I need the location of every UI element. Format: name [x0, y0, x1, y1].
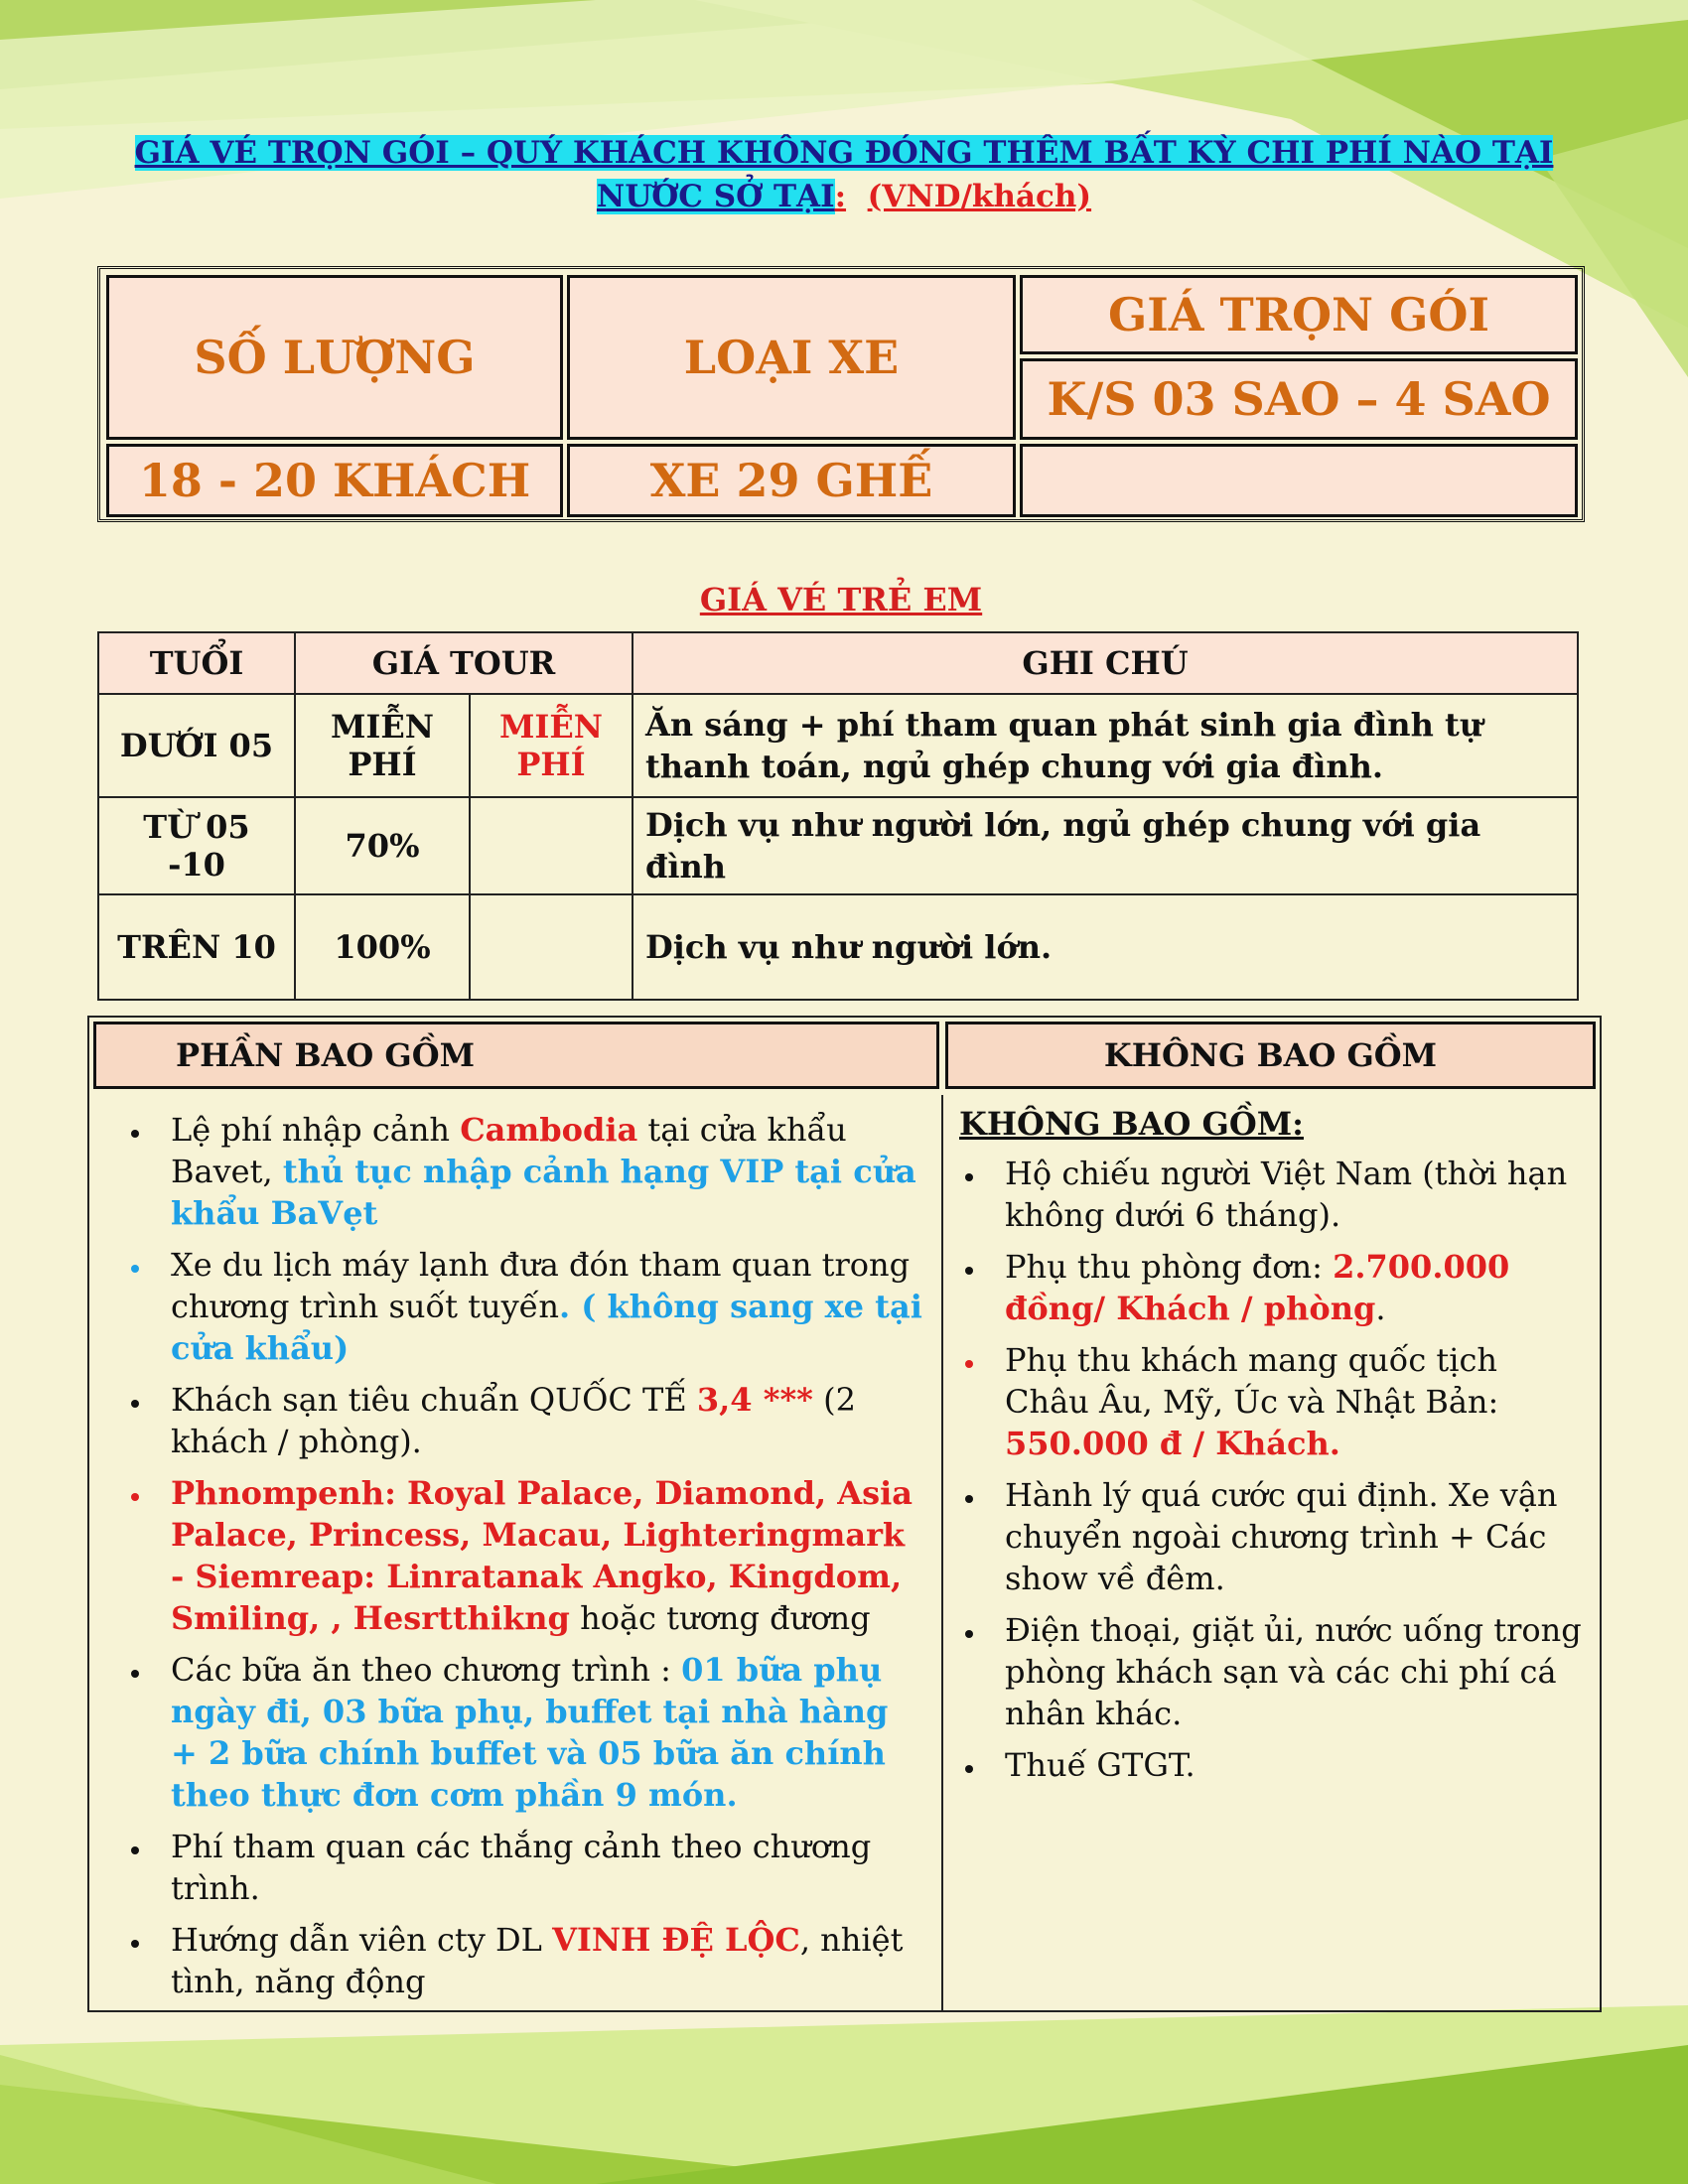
header-vehicle: LOẠI XE	[567, 275, 1016, 440]
header-note: GHI CHÚ	[633, 632, 1578, 694]
child-fare-header-row	[98, 632, 1578, 694]
price-cell-2	[470, 797, 633, 894]
list-item: • Phí tham quan các thắng cảnh theo chương trình.	[153, 1826, 925, 1909]
list-item: • Xe du lịch máy lạnh đưa đón tham quan trong chương trình suốt tuyến. ( không sang xe tại cửa khẩu)	[153, 1244, 925, 1369]
price-cell: 100%	[295, 894, 470, 1000]
list-item: • Lệ phí nhập cảnh Cambodia tại cửa khẩu Bavet, thủ tục nhập cảnh hạng VIP tại cửa khẩu BaVẹt	[153, 1109, 925, 1234]
age-cell: DƯỚI 05	[98, 694, 295, 797]
page-title	[109, 131, 1579, 218]
header-age: TUỔI	[98, 632, 295, 694]
row-price	[1020, 444, 1578, 517]
table-row	[98, 894, 1578, 1000]
inclusions-table	[87, 1016, 1602, 2012]
age-cell: TRÊN 10	[98, 894, 295, 1000]
price-cell: MIỄN PHÍ	[295, 694, 470, 797]
price-cell-2: MIỄN PHÍ	[470, 694, 633, 797]
header-hotel-class: K/S 03 SAO – 4 SAO	[1020, 358, 1578, 440]
excluded-column	[959, 1103, 1585, 1796]
included-column	[125, 1109, 925, 2012]
excluded-subtitle: KHÔNG BAO GỒM:	[959, 1105, 1304, 1143]
child-fare-title: GIÁ VÉ TRẺ EM	[699, 581, 983, 618]
note-cell: Dịch vụ như người lớn, ngủ ghép chung với gia đình	[633, 797, 1578, 894]
column-divider	[941, 1095, 943, 2010]
header-package-price: GIÁ TRỌN GÓI	[1020, 275, 1578, 354]
header-quantity: SỐ LƯỢNG	[106, 275, 563, 440]
price-cell: 70%	[295, 797, 470, 894]
excluded-header: KHÔNG BAO GỒM	[945, 1022, 1596, 1089]
age-cell: TỪ 05 -10	[98, 797, 295, 894]
package-price-table	[97, 266, 1585, 522]
list-item: • Hộ chiếu người Việt Nam (thời hạn không dưới 6 tháng).	[987, 1153, 1585, 1236]
list-item: • Khách sạn tiêu chuẩn QUỐC TẾ 3,4 *** (2 khách / phòng).	[153, 1379, 925, 1462]
title-unit: (VND/khách)	[867, 179, 1092, 214]
price-cell-2	[470, 894, 633, 1000]
list-item: • Hành lý quá cước qui định. Xe vận chuyển ngoài chương trình + Các show về đêm.	[987, 1474, 1585, 1599]
title-colon: :	[834, 179, 847, 214]
title-main: GIÁ VÉ TRỌN GÓI – QUÝ KHÁCH KHÔNG ĐÓNG THÊM BẤT KỲ CHI PHÍ NÀO TẠI NƯỚC SỞ TẠI	[134, 135, 1554, 214]
table-row	[98, 797, 1578, 894]
included-header: PHẦN BAO GỒM	[93, 1022, 939, 1089]
list-item: • Phụ thu khách mang quốc tịch Châu Âu, Mỹ, Úc và Nhật Bản: 550.000 đ / Khách.	[987, 1339, 1585, 1464]
list-item: • Phụ thu phòng đơn: 2.700.000 đồng/ Khách / phòng.	[987, 1246, 1585, 1329]
list-item: • Điện thoại, giặt ủi, nước uống trong phòng khách sạn và các chi phí cá nhân khác.	[987, 1609, 1585, 1734]
list-item: • Thuế GTGT.	[987, 1744, 1585, 1786]
row-vehicle: XE 29 GHẾ	[567, 444, 1016, 517]
header-tour-price: GIÁ TOUR	[295, 632, 633, 694]
child-fare-table	[97, 631, 1579, 1001]
list-item: • Phnompenh: Royal Palace, Diamond, Asia Palace, Princess, Macau, Lighteringmark - Siemreap: Linratanak Angko, Kingdom, Smiling, , Hesrtthikng hoặc tương đương	[153, 1472, 925, 1639]
note-cell: Ăn sáng + phí tham quan phát sinh gia đình tự thanh toán, ngủ ghép chung với gia đình.	[633, 694, 1578, 797]
list-item: • Hướng dẫn viên cty DL VINH ĐỆ LỘC, nhiệt tình, năng động	[153, 1919, 925, 2002]
table-row	[98, 694, 1578, 797]
note-cell: Dịch vụ như người lớn.	[633, 894, 1578, 1000]
list-item: • Các bữa ăn theo chương trình : 01 bữa phụ ngày đi, 03 bữa phụ, buffet tại nhà hàng + 2 bữa chính buffet và 05 bữa ăn chính theo thực đơn cơm phần 9 món.	[153, 1649, 925, 1816]
row-quantity: 18 - 20 KHÁCH	[106, 444, 563, 517]
